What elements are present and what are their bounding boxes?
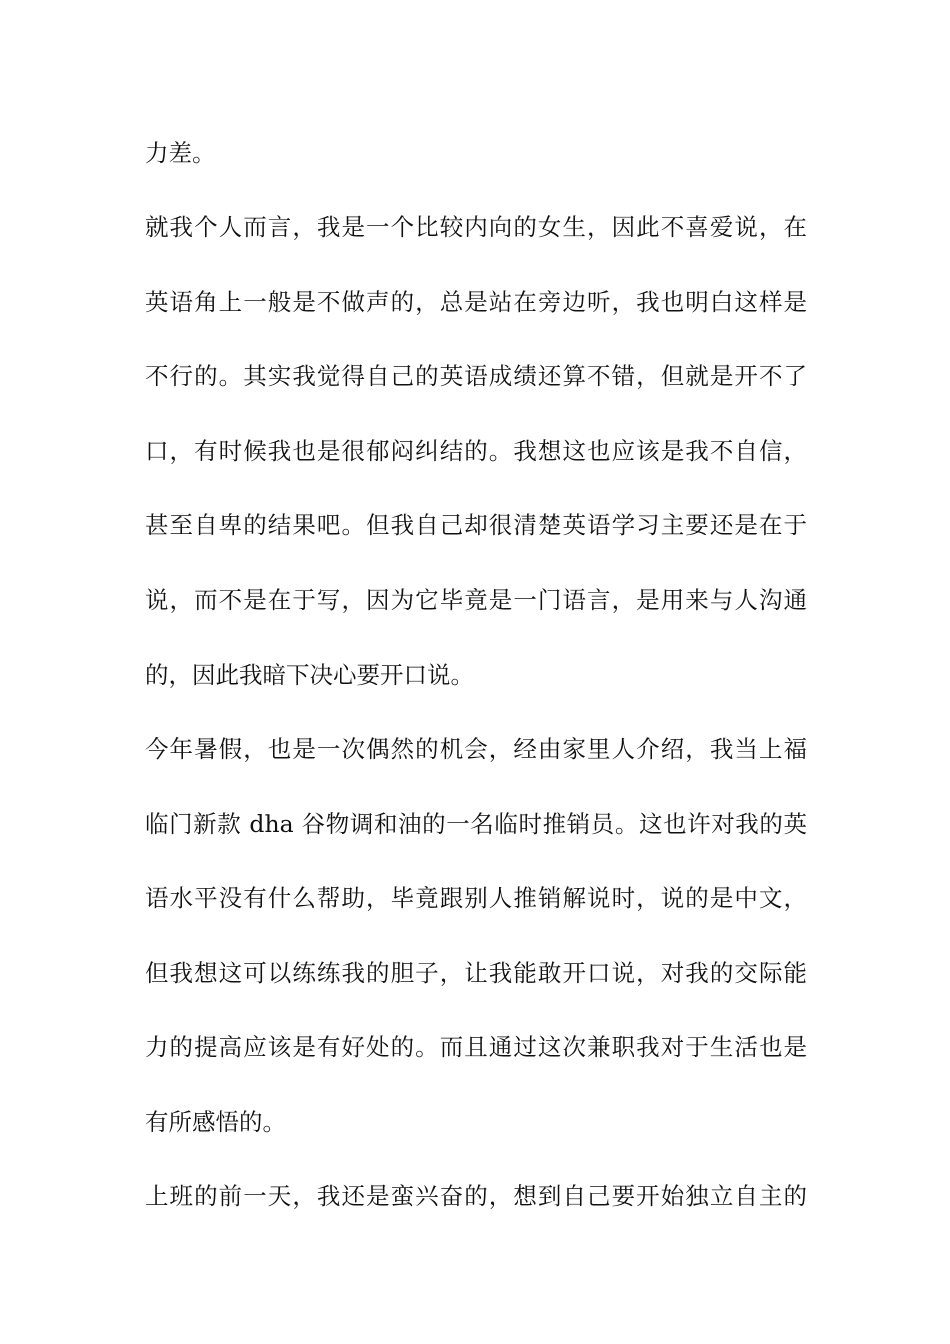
text-line: 甚至自卑的结果吧。但我自己却很清楚英语学习主要还是在于: [145, 511, 807, 539]
text-line: 说，而不是在于写，因为它毕竟是一门语言，是用来与人沟通: [145, 586, 807, 614]
text-line: 力差。: [145, 139, 216, 167]
text-line: 今年暑假，也是一次偶然的机会，经由家里人介绍，我当上福: [145, 735, 807, 763]
text-line: 力的提高应该是有好处的。而且通过这次兼职我对于生活也是: [145, 1033, 807, 1061]
text-line: 就我个人而言，我是一个比较内向的女生，因此不喜爱说，在: [145, 213, 807, 241]
text-line: 但我想这可以练练我的胆子，让我能敢开口说，对我的交际能: [145, 959, 807, 987]
text-line: 口，有时候我也是很郁闷纠结的。我想这也应该是我不自信，: [145, 437, 807, 465]
text-line: 语水平没有什么帮助，毕竟跟别人推销解说时，说的是中文，: [145, 884, 807, 912]
text-line: 上班的前一天，我还是蛮兴奋的，想到自己要开始独立自主的: [145, 1182, 807, 1210]
text-line: 临门新款 dha 谷物调和油的一名临时推销员。这也许对我的英: [145, 810, 807, 838]
text-line: 英语角上一般是不做声的，总是站在旁边听，我也明白这样是: [145, 288, 807, 316]
text-line: 的，因此我暗下决心要开口说。: [145, 661, 474, 689]
text-line: 有所感悟的。: [145, 1108, 286, 1136]
text-line: 不行的。其实我觉得自己的英语成绩还算不错，但就是开不了: [145, 362, 807, 390]
